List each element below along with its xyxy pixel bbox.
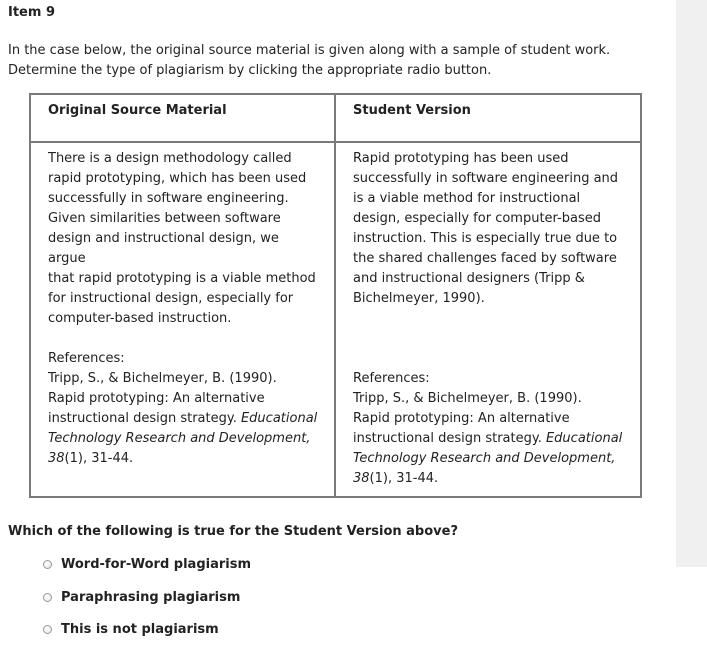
student-line: instruction. This is especially true due to — [353, 231, 618, 246]
original-line: There is a design methodology called — [48, 151, 292, 166]
item-title: Item 9 — [8, 5, 55, 20]
student-line: design, especially for computer-based — [353, 211, 601, 226]
original-line: Given similarities between software — [48, 211, 281, 226]
original-source-cell — [30, 142, 335, 497]
header-original-source: Original Source Material — [30, 94, 335, 142]
original-line: rapid prototyping, which has been used — [48, 171, 307, 186]
reference-line: Rapid prototyping: An alternative — [48, 391, 265, 406]
references-label: References: — [353, 371, 430, 386]
reference-journal: Technology Research and Development, — [353, 451, 616, 466]
reference-journal: Technology Research and Development, — [48, 431, 311, 446]
option-label[interactable]: Paraphrasing plagiarism — [61, 589, 241, 605]
radio-button[interactable] — [43, 625, 52, 634]
references-label: References: — [48, 351, 125, 366]
reference-pages: (1), 31-44. — [369, 471, 439, 486]
comparison-table — [29, 93, 642, 498]
radio-button[interactable] — [43, 560, 52, 569]
student-line: Rapid prototyping has been used — [353, 151, 569, 166]
option-not-plagiarism[interactable] — [43, 621, 251, 638]
student-references — [353, 369, 626, 489]
original-line: design and instructional design, we argue — [48, 231, 279, 266]
reference-line: instructional design strategy. — [353, 431, 546, 446]
original-line: that rapid prototyping is a viable method — [48, 271, 316, 286]
instructions-line-1: In the case below, the original source material is given along with a sample of student work. — [8, 43, 611, 58]
reference-volume: 38 — [48, 451, 65, 466]
student-version-text — [353, 149, 626, 309]
option-paraphrasing[interactable] — [43, 589, 251, 606]
student-line: successfully in software engineering and — [353, 171, 619, 186]
radio-button[interactable] — [43, 593, 52, 602]
original-line: computer-based instruction. — [48, 311, 232, 326]
student-line: and instructional designers (Tripp & — [353, 271, 585, 286]
question-prompt: Which of the following is true for the Student Version above? — [8, 524, 458, 539]
student-line: the shared challenges faced by software — [353, 251, 617, 266]
reference-journal: Educational — [545, 431, 623, 446]
original-line: for instructional design, especially for — [48, 291, 294, 306]
reference-line: instructional design strategy. — [48, 411, 241, 426]
instructions — [8, 41, 668, 81]
option-label[interactable]: Word-for-Word plagiarism — [61, 557, 251, 572]
student-version-cell — [335, 142, 641, 497]
reference-journal: Educational — [240, 411, 318, 426]
right-scroll-gutter — [676, 0, 707, 567]
option-label[interactable]: This is not plagiarism — [61, 622, 219, 637]
option-word-for-word[interactable] — [43, 556, 251, 573]
original-source-text — [48, 149, 320, 329]
original-references — [48, 349, 320, 469]
student-line: is a viable method for instructional — [353, 191, 581, 206]
reference-line: Tripp, S., & Bichelmeyer, B. (1990). — [353, 391, 582, 406]
reference-line: Tripp, S., & Bichelmeyer, B. (1990). — [48, 371, 277, 386]
reference-volume: 38 — [353, 471, 370, 486]
instructions-line-2: Determine the type of plagiarism by clicking the appropriate radio button. — [8, 63, 492, 78]
student-line: Bichelmeyer, 1990). — [353, 291, 485, 306]
reference-pages: (1), 31-44. — [64, 451, 134, 466]
reference-line: Rapid prototyping: An alternative — [353, 411, 570, 426]
header-student-version: Student Version — [335, 94, 641, 142]
answer-options — [43, 556, 251, 654]
original-line: successfully in software engineering. — [48, 191, 289, 206]
